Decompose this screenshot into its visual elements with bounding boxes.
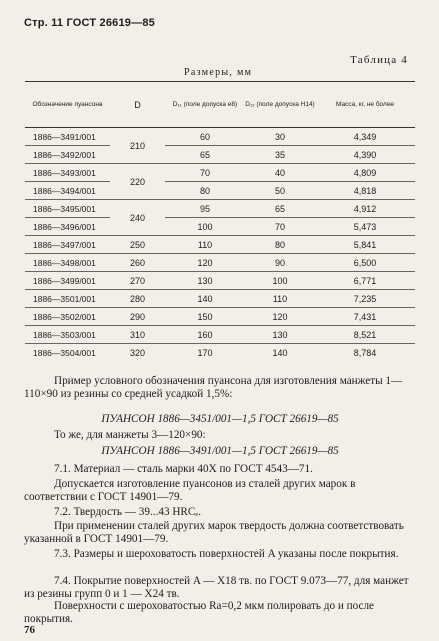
table-row [25, 146, 415, 164]
cell-d11: 170 [197, 347, 213, 358]
cell-d: 220 [110, 164, 165, 200]
cell-d11: 95 [165, 200, 245, 218]
cell-d: 250 [110, 236, 165, 254]
cell-d11: 60 [165, 128, 245, 146]
cell-d: 280 [110, 290, 165, 308]
cell-d12: 120 [245, 308, 315, 326]
cell-d11: 65 [165, 146, 245, 164]
cell-mass: 4,349 [315, 128, 415, 146]
cell-mass: 4,390 [315, 146, 415, 164]
designation-example-1: ПУАНСОН 1886—3451/001—1,5 ГОСТ 26619—85 [101, 413, 339, 425]
clause-7-1-note: Допускается изготовление пуансонов из сталей других марок в соответствии с ГОСТ 14901—79. [24, 478, 356, 503]
cell-d: 290 [110, 308, 165, 326]
cell-d12: 80 [245, 236, 315, 254]
cell-code: 1886—3497/001 [25, 236, 110, 254]
table-caption: Размеры, мм [184, 67, 253, 78]
cell-mass: 7,235 [315, 290, 415, 308]
clause-7-2-note: При применении сталей других марок твердость должна соответствовать указанной в ГОСТ 14901—79. [24, 520, 404, 545]
cell-mass: 6,500 [315, 254, 415, 272]
table-row [25, 164, 415, 182]
cell-code: 1886—3491/001 [25, 128, 110, 146]
cell-d11: 100 [165, 218, 245, 236]
clause-7-4-note: Поверхности с шероховатостью Ra=0,2 мкм полировать до и после покрытия. [24, 600, 375, 625]
col-header-d12: D₁₂ (поле допуска H14) [245, 82, 315, 128]
cell-d12: 100 [245, 272, 315, 290]
cell-d12: 30 [245, 128, 315, 146]
designation-example-2: ПУАНСОН 1886—3491/001—1,5 ГОСТ 26619—85 [101, 445, 339, 457]
example-paragraph-2: То же, для манжеты 3—120×90: [54, 429, 206, 441]
cell-d11: 70 [165, 164, 245, 182]
cell-code: 1886—3496/001 [25, 218, 110, 236]
cell-code: 1886—3499/001 [25, 272, 110, 290]
cell-code: 1886—3498/001 [25, 254, 110, 272]
clause-7-1: 7.1. Материал — сталь марки 40Х по ГОСТ 4543—71. [54, 463, 313, 475]
table-row [25, 182, 415, 200]
col-header-d: D [110, 82, 165, 128]
table-row [25, 128, 415, 146]
cell-code: 1886—3503/001 [25, 326, 110, 344]
cell-d12: 50 [245, 182, 315, 200]
cell-mass: 5,473 [315, 218, 415, 236]
cell-d11: 150 [165, 308, 245, 326]
table-row [25, 344, 415, 362]
cell-mass: 4,818 [315, 182, 415, 200]
table-row [25, 200, 415, 218]
cell-d11: 110 [165, 236, 245, 254]
cell-mass: 4,809 [315, 164, 415, 182]
page-header: Стр. 11 ГОСТ 26619—85 [24, 17, 155, 29]
clause-7-3: 7.3. Размеры и шероховатость поверхностей A указаны после покрытия. [54, 548, 399, 560]
cell-d11: 140 [165, 290, 245, 308]
table-row [25, 218, 415, 236]
cell-code: 1886—3495/001 [25, 200, 110, 218]
table-row [25, 326, 415, 344]
cell-d12: 90 [245, 254, 315, 272]
cell-d12: 130 [245, 326, 315, 344]
cell-d: 270 [110, 272, 165, 290]
clause-7-4: 7.4. Покрытие поверхностей A — X18 тв. по ГОСТ 9.073—77, для манжет из резины групп 0 и 1 — X24 тв. [24, 575, 409, 600]
cell-d11: 130 [165, 272, 245, 290]
clause-7-2: 7.2. Твердость — 39...43 HRCₑ. [54, 506, 202, 518]
cell-d11: 80 [165, 182, 245, 200]
cell-d: 320 [129, 347, 146, 358]
col-header-d11: D₁₁ (поле допуска e8) [165, 82, 245, 128]
cell-d12: 140 [272, 347, 288, 358]
cell-d11: 160 [165, 326, 245, 344]
col-header-mass: Масса, кг, не более [315, 82, 415, 128]
cell-d12: 110 [245, 290, 315, 308]
col-header-code: Обозначение пуансона [25, 82, 110, 128]
page-number: 76 [24, 624, 35, 636]
cell-d12: 70 [245, 218, 315, 236]
punch-table [25, 81, 415, 361]
cell-mass: 7,431 [315, 308, 415, 326]
example-paragraph: Пример условного обозначения пуансона для изготовления манжеты 1—110×90 из резины со средней усадкой 1,5%: [24, 375, 403, 400]
cell-d12: 35 [245, 146, 315, 164]
cell-mass: 4,912 [315, 200, 415, 218]
table-row [25, 272, 415, 290]
cell-code: 1886—3502/001 [25, 308, 110, 326]
cell-d: 210 [110, 128, 165, 164]
cell-code: 1886—3494/001 [25, 182, 110, 200]
cell-code: 1886—3501/001 [25, 290, 110, 308]
table-row [25, 290, 415, 308]
cell-code: 1886—3492/001 [25, 146, 110, 164]
cell-d: 310 [110, 326, 165, 344]
cell-code: 1886—3504/001 [33, 347, 96, 358]
table-row [25, 254, 415, 272]
cell-mass: 6,771 [315, 272, 415, 290]
cell-d12: 40 [245, 164, 315, 182]
table-row [25, 236, 415, 254]
cell-mass: 8,784 [353, 347, 377, 358]
table-header-row [25, 82, 415, 128]
cell-mass: 5,841 [315, 236, 415, 254]
table-row [25, 308, 415, 326]
cell-d: 240 [110, 200, 165, 236]
cell-d: 260 [110, 254, 165, 272]
cell-code: 1886—3493/001 [25, 164, 110, 182]
cell-mass: 8,521 [315, 326, 415, 344]
table-number: Таблица 4 [350, 54, 408, 66]
cell-d12: 65 [245, 200, 315, 218]
cell-d11: 120 [165, 254, 245, 272]
